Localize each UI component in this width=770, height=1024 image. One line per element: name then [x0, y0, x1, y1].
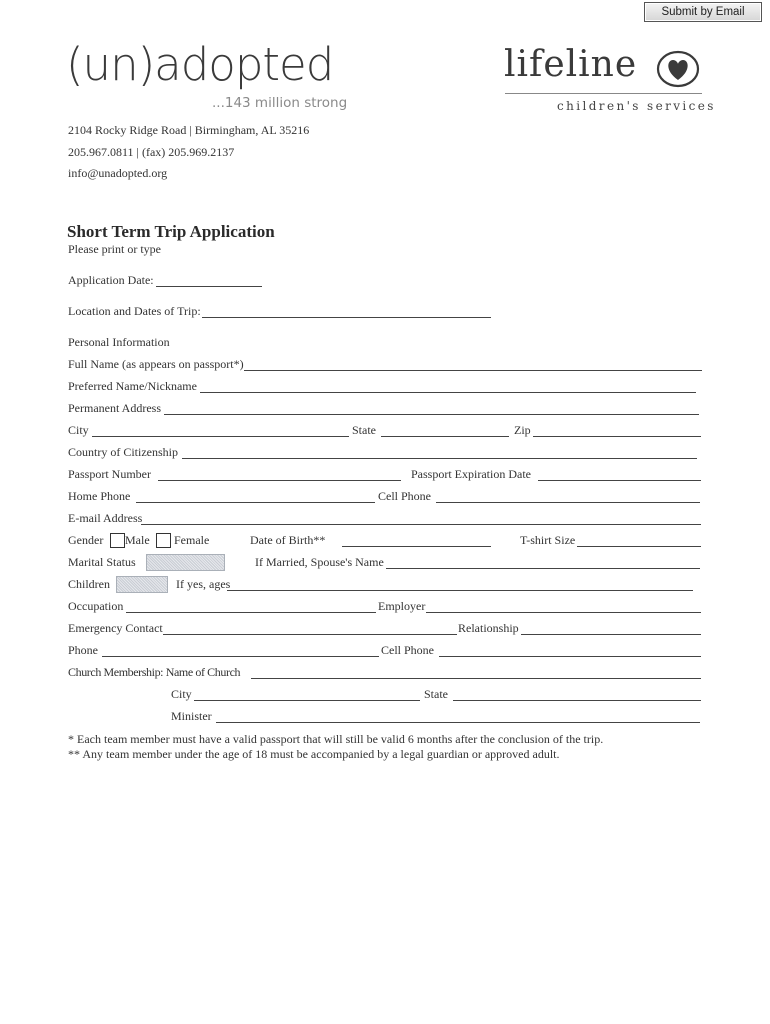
- emergency-contact-label: Emergency Contact: [68, 621, 163, 635]
- passport-expiration-field[interactable]: [538, 467, 701, 481]
- emergency-cell-phone-field[interactable]: [439, 643, 701, 657]
- children-ages-field[interactable]: [227, 577, 693, 591]
- home-phone-label: Home Phone: [68, 489, 131, 503]
- preferred-name-label: Preferred Name/Nickname: [68, 379, 197, 393]
- gender-male-label: Male: [125, 533, 150, 547]
- children-select[interactable]: [116, 576, 168, 593]
- spouse-name-label: If Married, Spouse's Name: [255, 555, 384, 569]
- passport-expiration-label: Passport Expiration Date: [411, 467, 531, 481]
- marital-status-select[interactable]: [146, 554, 225, 571]
- home-phone-field[interactable]: [136, 489, 375, 503]
- email-address-label: E-mail Address: [68, 511, 143, 525]
- church-city-field[interactable]: [194, 687, 420, 701]
- relationship-label: Relationship: [458, 621, 519, 635]
- marital-status-label: Marital Status: [68, 555, 136, 569]
- employer-field[interactable]: [426, 599, 701, 613]
- email-address-field[interactable]: [141, 511, 701, 525]
- page-subtitle: Please print or type: [68, 242, 161, 256]
- emergency-phone-label: Phone: [68, 643, 98, 657]
- city-field[interactable]: [92, 423, 349, 437]
- unadopted-logo: (un)adopted: [66, 38, 334, 91]
- occupation-field[interactable]: [126, 599, 376, 613]
- application-date-label: Application Date:: [68, 273, 154, 287]
- preferred-name-field[interactable]: [200, 379, 696, 393]
- lifeline-subtitle: children's services: [557, 99, 716, 113]
- contact-address: 2104 Rocky Ridge Road | Birmingham, AL 35216: [68, 123, 310, 137]
- gender-female-checkbox[interactable]: [156, 533, 171, 548]
- contact-email: info@unadopted.org: [68, 166, 168, 180]
- cell-phone-field[interactable]: [436, 489, 700, 503]
- church-membership-label: Church Membership: Name of Church: [68, 665, 241, 679]
- emergency-cell-phone-label: Cell Phone: [381, 643, 434, 657]
- zip-field[interactable]: [533, 423, 701, 437]
- gender-female-label: Female: [174, 533, 210, 547]
- minister-field[interactable]: [216, 709, 700, 723]
- emergency-phone-field[interactable]: [102, 643, 379, 657]
- children-label: Children: [68, 577, 110, 591]
- full-name-field[interactable]: [244, 357, 702, 371]
- citizenship-field[interactable]: [182, 445, 697, 459]
- employer-label: Employer: [378, 599, 426, 613]
- spouse-name-field[interactable]: [386, 555, 700, 569]
- heart-icon: [655, 50, 701, 88]
- relationship-field[interactable]: [521, 621, 701, 635]
- occupation-label: Occupation: [68, 599, 124, 613]
- dob-label: Date of Birth**: [250, 533, 326, 547]
- citizenship-label: Country of Citizenship: [68, 445, 178, 459]
- page-title: Short Term Trip Application: [67, 222, 275, 241]
- application-date-field[interactable]: [156, 273, 262, 287]
- emergency-contact-field[interactable]: [163, 621, 457, 635]
- church-state-field[interactable]: [453, 687, 701, 701]
- church-name-field[interactable]: [251, 665, 701, 679]
- cell-phone-label: Cell Phone: [378, 489, 431, 503]
- church-city-label: City: [171, 687, 192, 701]
- lifeline-divider: [505, 93, 702, 94]
- submit-by-email-button[interactable]: Submit by Email: [644, 2, 762, 22]
- zip-label: Zip: [514, 423, 531, 437]
- tshirt-label: T-shirt Size: [520, 533, 576, 547]
- state-label: State: [352, 423, 376, 437]
- permanent-address-label: Permanent Address: [68, 401, 161, 415]
- contact-phones: 205.967.0811 | (fax) 205.969.2137: [68, 145, 235, 159]
- footnote-guardian: ** Any team member under the age of 18 must be accompanied by a legal guardian or approved adult.: [68, 747, 560, 761]
- tshirt-field[interactable]: [577, 533, 701, 547]
- children-ages-label: If yes, ages: [176, 577, 231, 591]
- location-dates-label: Location and Dates of Trip:: [68, 304, 201, 318]
- church-state-label: State: [424, 687, 448, 701]
- lifeline-logo: lifeline: [504, 44, 638, 85]
- minister-label: Minister: [171, 709, 212, 723]
- passport-number-label: Passport Number: [68, 467, 151, 481]
- gender-male-checkbox[interactable]: [110, 533, 125, 548]
- gender-label: Gender: [68, 533, 104, 547]
- state-field[interactable]: [381, 423, 509, 437]
- location-dates-field[interactable]: [202, 304, 491, 318]
- full-name-label: Full Name (as appears on passport*): [68, 357, 244, 371]
- permanent-address-field[interactable]: [164, 401, 699, 415]
- passport-number-field[interactable]: [158, 467, 401, 481]
- unadopted-tagline: ...143 million strong: [212, 95, 348, 111]
- footnote-passport: * Each team member must have a valid passport that will still be valid 6 months after the conclusion of the trip.: [68, 732, 604, 746]
- personal-info-heading: Personal Information: [68, 335, 170, 349]
- city-label: City: [68, 423, 89, 437]
- dob-field[interactable]: [342, 533, 491, 547]
